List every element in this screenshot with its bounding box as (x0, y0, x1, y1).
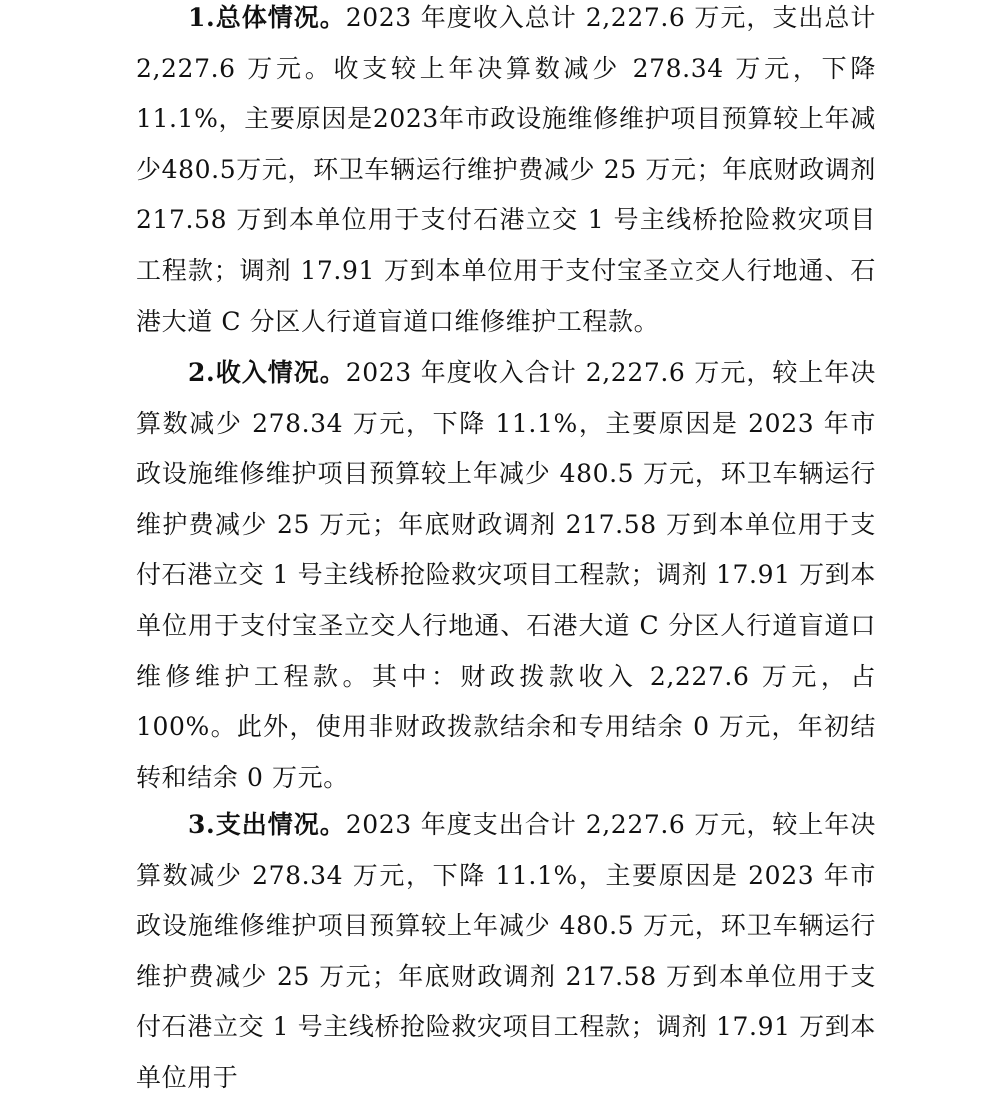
paragraph-body: 2023 年度支出合计 2,227.6 万元，较上年决算数减少 278.34 万元，下降 11.1%，主要原因是 2023 年市政设施维修维护项目预算较上年减少 480.5 万元，环卫车辆运行维护费减少 25 万元；年底财政调剂 217.58 万到本单位用于支付石港立交 1 号主线桥抢险救灾项目工程款；调剂 17.91 万到本单位用于 (136, 810, 876, 1092)
paragraph-body: 2023 年度收入总计 2,227.6 万元，支出总计 2,227.6 万元。收支较上年决算数减少 278.34 万元，下降 11.1%，主要原因是2023年市政设施维修维护项目预算较上年减少480.5万元，环卫车辆运行维护费减少 25 万元；年底财政调剂 217.58 万到本单位用于支付石港立交 1 号主线桥抢险救灾项目工程款；调剂 17.91 万到本单位用于支付宝圣立交人行地通、石港大道 C 分区人行道盲道口维修维护工程款。 (136, 3, 876, 336)
paragraph-overall (136, 0, 876, 347)
paragraph-heading: 1.总体情况。 (188, 3, 346, 32)
paragraph-income (136, 348, 876, 803)
paragraph-expenditure (136, 800, 876, 1104)
paragraph-body: 2023 年度收入合计 2,227.6 万元，较上年决算数减少 278.34 万元，下降 11.1%，主要原因是 2023 年市政设施维修维护项目预算较上年减少 480.5 万元，环卫车辆运行维护费减少 25 万元；年底财政调剂 217.58 万到本单位用于支付石港立交 1 号主线桥抢险救灾项目工程款；调剂 17.91 万到本单位用于支付宝圣立交人行地通、石港大道 C 分区人行道盲道口维修维护工程款。其中：财政拨款收入 2,227.6 万元，占 100%。此外，使用非财政拨款结余和专用结余 0 万元，年初结转和结余 0 万元。 (136, 358, 876, 792)
paragraph-heading: 2.收入情况。 (188, 358, 346, 387)
paragraph-heading: 3.支出情况。 (188, 810, 346, 839)
